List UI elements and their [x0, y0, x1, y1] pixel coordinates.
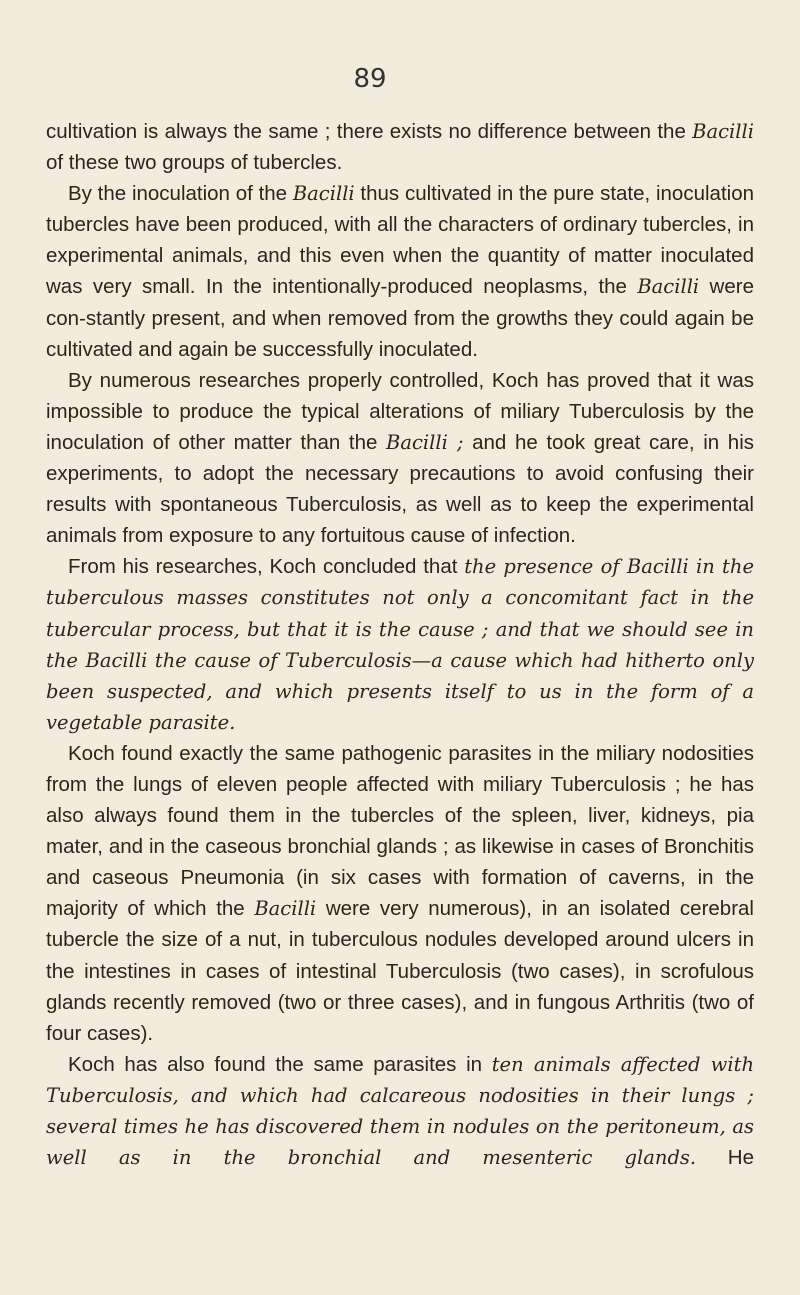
text-run: were very numerous), in an isolated cerebral tubercle the size of a nut, in tuberculous nodules developed around ulcers in the intestines in cases of intestinal Tuberculosis (two cases), in scrofulous glands recently removed (two or three cases), and in fungous Arthritis (two of four cases). [46, 897, 754, 1045]
italic-run: ten animals affected with Tuberculosis, and which had calcareous nodosities in their lungs ; several times he has discovered them in nodules on the peritoneum, as well as in the bronchial and mesenteric glands. [46, 1052, 754, 1170]
text-run: cultivation is always the same ; there exists no difference between [46, 120, 658, 143]
page-number: 89 [353, 64, 387, 94]
italic-run: Bacilli [292, 182, 355, 206]
text-run: the [657, 120, 693, 143]
italic-run: the presence of Bacilli in the tuberculous masses constitutes not only a concomitant fact in the tubercular process, but that it is the cause ; and that we should see in the Bacilli the cause of Tuberculosis—a cause which had hitherto only been suspected, and which presents itself to us in the form of a vegetable parasite. [46, 555, 754, 734]
italic-run: Bacilli [254, 897, 317, 921]
text-run: Koch has also found the same parasites in [68, 1052, 492, 1076]
paragraph [46, 178, 754, 365]
text-run: Koch found exactly the same pathogenic parasites in the miliary nodosities from the lungs of eleven people affected with miliary Tuberculosis ; he has also always found them in the tubercles of the spleen, liver, kidneys, pia mater, and in the caseous bronchial glands ; as likewise in cases of Bronchitis and caseous Pneumonia (in six cases with formation of caverns, in the majority of which the [46, 741, 754, 921]
italic-run: Bacilli [692, 120, 754, 143]
italic-run: Bacilli ; [386, 430, 464, 454]
text-run: were con-stantly present, and when removed from the growths they could again be cultivated and again be successfully inoculated. [46, 275, 754, 361]
text-run: He [696, 1146, 755, 1170]
text-run: By numerous researches properly controlled, Koch has proved that it was impossible to produce the typical alterations of miliary Tuberculosis by the inoculation of other matter than the [46, 368, 754, 454]
paragraph [46, 1049, 754, 1173]
paragraph [46, 738, 754, 1049]
paragraph [46, 116, 754, 178]
text-run: and he took great care, in his experiments, to adopt the necessary precautions to avoid confusing their results with spontaneous Tuberculosis, as well as to keep the experimental animals from exposure to any fortuitous cause of infection. [46, 430, 754, 548]
text-run: thus cultivated in the pure state, inoculation tubercles have been produced, with all the characters of ordinary tubercles, in experimental animals, and this even when the quantity of matter inoculated was very small. In the intentionally-produced neoplasms, the [46, 182, 754, 299]
page-body [46, 116, 754, 1173]
text-run: From his researches, Koch concluded that [68, 555, 465, 579]
text-run: of these two groups of tubercles. [46, 151, 343, 175]
italic-run: Bacilli [637, 275, 700, 299]
paragraph [46, 551, 754, 738]
paragraph [46, 365, 754, 552]
text-run: By the inoculation of the [68, 182, 293, 206]
